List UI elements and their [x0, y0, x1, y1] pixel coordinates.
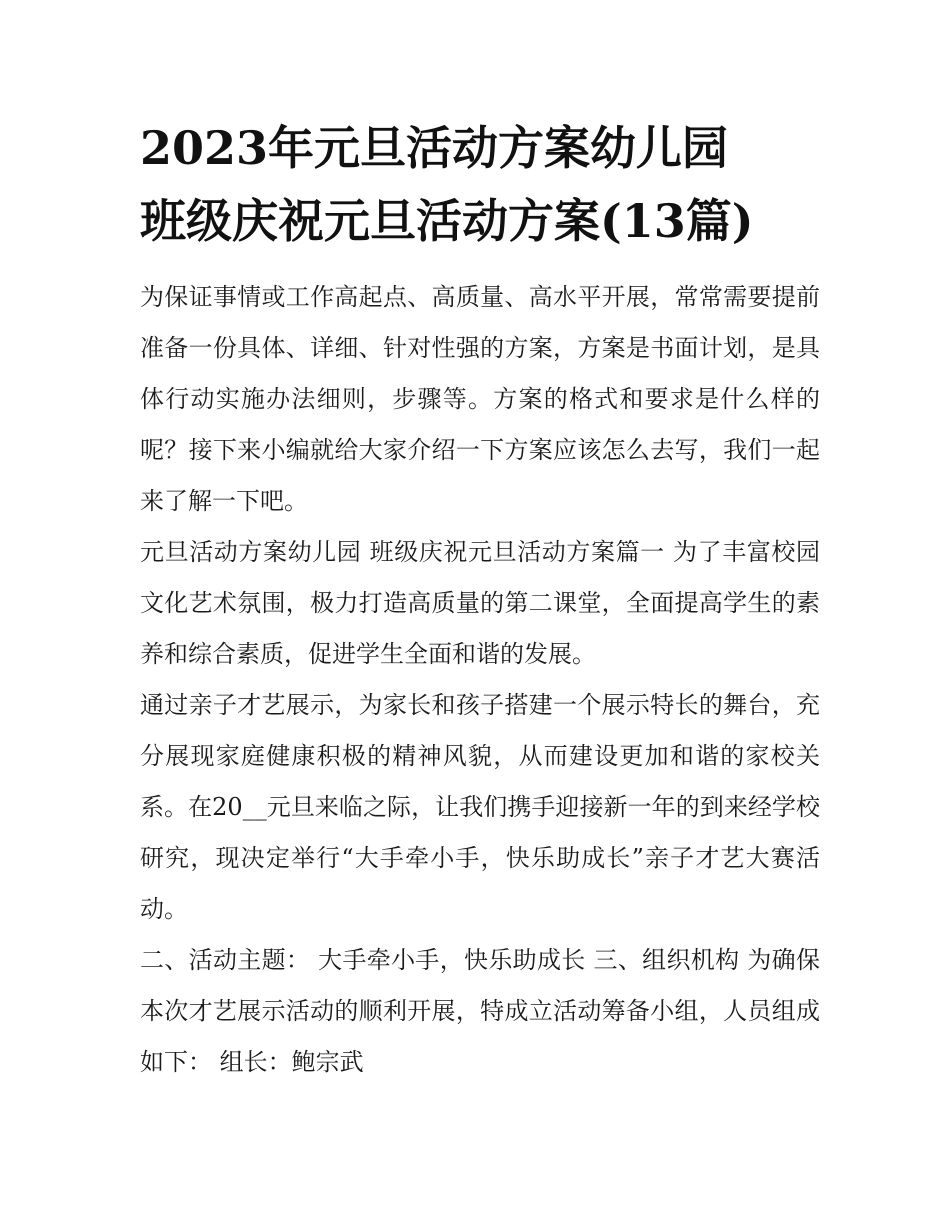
- paragraph-theme-organization: 二、活动主题： 大手牵小手，快乐助成长 三、组织机构 为确保本次才艺展示活动的顺利开展，特成立活动筹备小组，人员组成如下： 组长：鲍宗武: [140, 946, 820, 1076]
- document-title: [140, 112, 820, 258]
- document-content: [140, 112, 820, 1088]
- paragraph-plan-one: 元旦活动方案幼儿园 班级庆祝元旦活动方案篇一 为了丰富校园文化艺术氛围，极力打造高质量的第二课堂，全面提高学生的素养和综合素质，促进学生全面和谐的发展。: [140, 538, 820, 668]
- title-line-2: 班级庆祝元旦活动方案(13篇): [140, 194, 754, 248]
- paragraph-parent-child: 通过亲子才艺展示，为家长和孩子搭建一个展示特长的舞台，充分展现家庭健康积极的精神风貌，从而建设更加和谐的家校关系。在20__元旦来临之际，让我们携手迎接新一年的到来经学校研究，现决定举行“大手牵小手，快乐助成长”亲子才艺大赛活动。: [140, 691, 820, 923]
- title-line-1: 2023年元旦活动方案幼儿园: [140, 121, 729, 175]
- paragraph-intro: 为保证事情或工作高起点、高质量、高水平开展，常常需要提前准备一份具体、详细、针对性强的方案，方案是书面计划，是具体行动实施办法细则，步骤等。方案的格式和要求是什么样的呢？接下来小编就给大家介绍一下方案应该怎么去写，我们一起来了解一下吧。: [140, 283, 820, 515]
